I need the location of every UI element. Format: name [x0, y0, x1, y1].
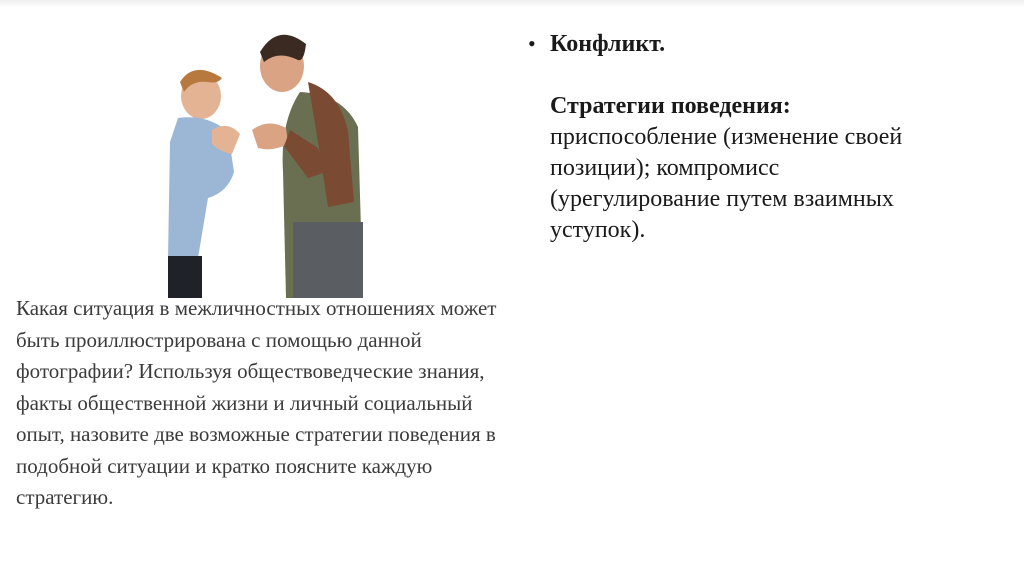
boy-figure — [168, 70, 240, 298]
photo-argument-illustration — [168, 22, 363, 298]
strategies-text: приспособление (изменение своей позиции); компромисс (урегулирование путем взаимных уступок). — [550, 124, 903, 243]
answer-bullet-row — [528, 28, 948, 60]
slide-top-edge — [0, 0, 1024, 8]
answer-block — [528, 28, 948, 246]
man-figure — [252, 35, 363, 298]
strategies-label: Стратегии поведения: — [550, 93, 791, 119]
bullet-icon: • — [528, 31, 536, 56]
strategies-paragraph — [550, 91, 948, 246]
photo-illustration — [168, 22, 363, 298]
question-text: Какая ситуация в межличностных отношениях может быть проиллюстрирована с помощью данной фотографии? Используя обществоведческие знания, факты общественной жизни и личный социальный опыт, назовите две возможные стратегии поведения в подобной ситуации и кратко поясните каждую стратегию. — [16, 296, 497, 509]
answer-title: Конфликт. — [550, 31, 666, 57]
